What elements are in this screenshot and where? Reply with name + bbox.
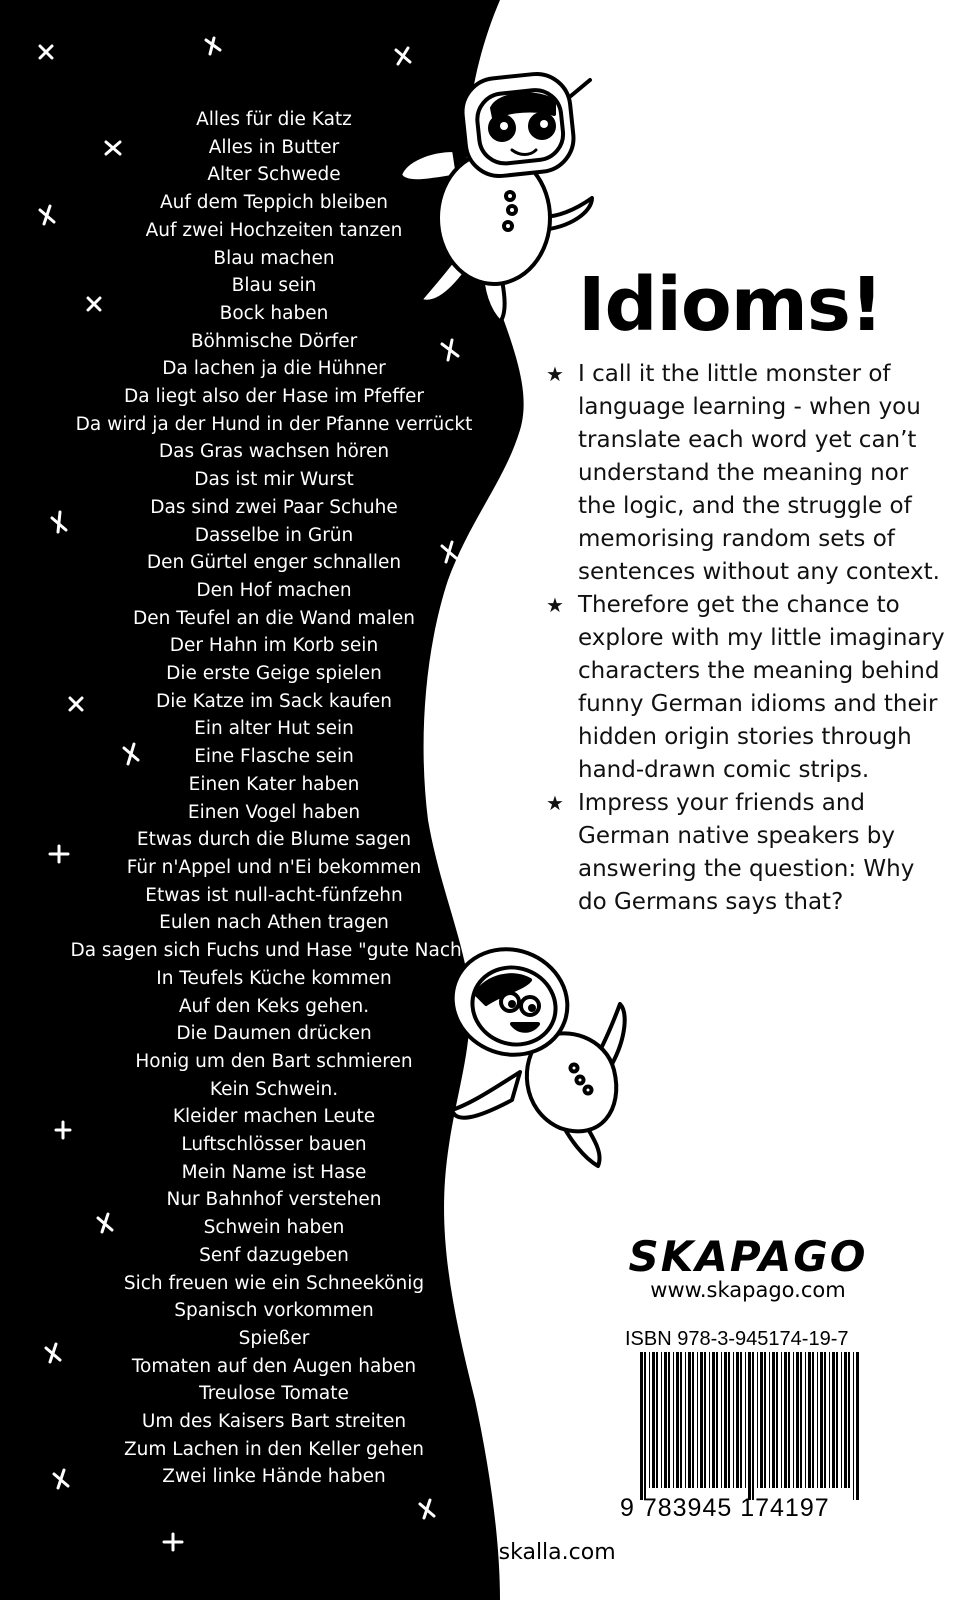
barcode-bar — [668, 1352, 670, 1488]
barcode-bar — [680, 1352, 682, 1488]
barcode-bar — [748, 1352, 751, 1500]
barcode-bar — [704, 1352, 706, 1488]
page-title: Idioms! — [578, 262, 883, 348]
idiom-item: Alter Schwede — [207, 164, 341, 186]
barcode-bar — [712, 1352, 715, 1488]
barcode-bar — [676, 1352, 679, 1488]
idiom-item: Auf dem Teppich bleiben — [160, 192, 388, 214]
idiom-list — [56, 106, 492, 1491]
idiom-item: Eulen nach Athen tragen — [159, 912, 389, 934]
barcode-bar — [740, 1352, 742, 1488]
barcode-bar — [728, 1352, 730, 1488]
barcode-bar — [844, 1352, 847, 1488]
idiom-item: Ein alter Hut sein — [194, 718, 354, 740]
barcode-bar — [685, 1352, 686, 1488]
barcode-bar — [800, 1352, 802, 1488]
idiom-item: Alles für die Katz — [196, 109, 352, 130]
barcode-bar — [836, 1352, 838, 1488]
barcode-bar — [841, 1352, 842, 1488]
feature-item — [546, 358, 946, 589]
idiom-item: Honig um den Bart schmieren — [135, 1050, 413, 1072]
publisher-logo: SKAPAGO — [628, 1232, 868, 1281]
idiom-item: Dasselbe in Grün — [194, 524, 354, 546]
idiom-item: Tomaten auf den Augen haben — [131, 1355, 417, 1377]
idiom-item: Das sind zwei Paar Schuhe — [150, 496, 398, 518]
barcode-bar — [853, 1352, 854, 1500]
idiom-item: Schwein haben — [203, 1217, 345, 1239]
idiom-item: Blau sein — [231, 275, 317, 297]
barcode-bar — [796, 1352, 799, 1488]
idiom-item: Einen Vogel haben — [187, 801, 361, 823]
barcode-bar — [812, 1352, 814, 1488]
idiom-item: Den Teufel an die Wand malen — [133, 607, 415, 629]
idiom-item: Die Daumen drücken — [176, 1023, 372, 1045]
idiom-item: Da lachen ja die Hühner — [162, 358, 386, 380]
barcode-bar — [817, 1352, 818, 1488]
barcode-bar — [848, 1352, 850, 1488]
idiom-item: Etwas ist null-acht-fünfzehn — [145, 884, 403, 906]
idiom-item: Einen Kater haben — [188, 773, 360, 795]
idiom-item: Böhmische Dörfer — [190, 330, 358, 352]
feature-text: Impress your friends and German native speakers by answering the question: Why do Germans says that? — [578, 790, 915, 915]
idiom-item: Den Hof machen — [196, 579, 352, 601]
idiom-item: Sich freuen wie ein Schneekönig — [123, 1272, 425, 1294]
idiom-item: Das ist mir Wurst — [194, 469, 354, 491]
barcode-bar — [673, 1352, 674, 1488]
barcode-bar — [805, 1352, 806, 1488]
idiom-item: Da sagen sich Fuchs und Hase "gute Nacht" — [70, 940, 478, 962]
barcode-bar — [808, 1352, 811, 1488]
barcode-bar — [784, 1352, 787, 1488]
barcode-bar — [656, 1352, 658, 1488]
isbn-label: ISBN 978-3-945174-19-7 — [625, 1328, 849, 1350]
barcode — [640, 1352, 860, 1500]
idiom-item: Senf dazugeben — [199, 1244, 349, 1266]
barcode-bar — [716, 1352, 718, 1488]
idiom-item: Mein Name ist Hase — [181, 1161, 367, 1183]
barcode-bar — [781, 1352, 782, 1488]
idiom-item: Kleider machen Leute — [172, 1106, 376, 1128]
barcode-bar — [652, 1352, 655, 1488]
idiom-item: Um des Kaisers Bart streiten — [141, 1411, 407, 1433]
barcode-bar — [829, 1352, 830, 1488]
barcode-bar — [724, 1352, 727, 1488]
star-icon: ★ — [546, 593, 564, 617]
idiom-item: Die erste Geige spielen — [166, 663, 382, 685]
barcode-bar — [697, 1352, 698, 1488]
idiom-item: Eine Flasche sein — [194, 746, 354, 768]
barcode-bar — [776, 1352, 778, 1488]
barcode-bar — [688, 1352, 691, 1488]
feature-item — [546, 787, 946, 919]
barcode-bar — [832, 1352, 835, 1488]
barcode-bar — [824, 1352, 826, 1488]
idiom-item: Das Gras wachsen hören — [158, 441, 390, 463]
barcode-bar — [733, 1352, 734, 1488]
feature-text: Therefore get the chance to explore with my little imaginary characters the meaning behind funny German idioms and their hidden origin stories through hand-drawn comic strips. — [578, 592, 945, 783]
idiom-item: Für n'Appel und n'Ei bekommen — [126, 856, 422, 878]
idiom-item: Da liegt also der Hase im Pfeffer — [124, 386, 424, 408]
idiom-item: Nur Bahnhof verstehen — [166, 1189, 382, 1211]
star-icon: ★ — [546, 362, 564, 386]
idiom-item: Zum Lachen in den Keller gehen — [123, 1438, 424, 1460]
idiom-item: Etwas durch die Blume sagen — [136, 829, 412, 851]
barcode-bar — [757, 1352, 758, 1488]
idiom-item: Treulose Tomate — [199, 1383, 349, 1405]
barcode-bar — [788, 1352, 790, 1488]
barcode-bar — [700, 1352, 703, 1488]
star-icon: ★ — [546, 791, 564, 815]
barcode-bar — [736, 1352, 739, 1488]
idiom-item: Der Hahn im Korb sein — [169, 635, 379, 657]
idiom-item: Kein Schwein. — [209, 1078, 339, 1100]
barcode-bar — [752, 1352, 754, 1500]
barcode-bar — [721, 1352, 722, 1488]
idiom-item: Den Gürtel enger schnallen — [146, 552, 402, 574]
idiom-item: Spanisch vorkommen — [174, 1300, 374, 1322]
barcode-bar — [769, 1352, 770, 1488]
idiom-item: Zwei linke Hände haben — [162, 1466, 386, 1488]
idiom-item: Da wird ja der Hund in der Pfanne verrückt — [75, 413, 473, 435]
author-url[interactable]: www.abduskalla.com — [384, 1540, 616, 1565]
idiom-item: In Teufels Küche kommen — [156, 967, 392, 989]
idiom-item: Luftschlösser bauen — [181, 1134, 367, 1156]
idiom-item: Die Katze im Sack kaufen — [156, 690, 392, 712]
idiom-item: Bock haben — [219, 302, 329, 324]
feature-text: I call it the little monster of language learning - when you translate each word yet can’t understand the meaning nor the logic, and the struggle of memorising random sets of sentences without any context. — [578, 361, 940, 585]
feature-list — [546, 358, 946, 919]
barcode-digits: 9 783945 174197 — [620, 1494, 830, 1522]
idiom-item: Spießer — [238, 1327, 310, 1349]
barcode-bar — [644, 1352, 646, 1500]
barcode-bar — [820, 1352, 823, 1488]
idiom-item: Blau machen — [213, 247, 335, 269]
idiom-item: Auf den Keks gehen. — [178, 995, 370, 1017]
barcode-bar — [661, 1352, 662, 1488]
barcode-bar — [745, 1352, 746, 1488]
barcode-bar — [640, 1352, 643, 1500]
publisher-url[interactable]: www.skapago.com — [650, 1278, 846, 1302]
barcode-bar — [856, 1352, 859, 1500]
barcode-bar — [764, 1352, 766, 1488]
barcode-bar — [709, 1352, 710, 1488]
idiom-item: Alles in Butter — [208, 136, 340, 158]
idiom-item: Auf zwei Hochzeiten tanzen — [145, 219, 403, 241]
barcode-bar — [692, 1352, 694, 1488]
feature-item — [546, 589, 946, 787]
barcode-bar — [664, 1352, 667, 1488]
barcode-bar — [772, 1352, 775, 1488]
barcode-bar — [793, 1352, 794, 1488]
barcode-bar — [649, 1352, 650, 1488]
barcode-bar — [760, 1352, 763, 1488]
